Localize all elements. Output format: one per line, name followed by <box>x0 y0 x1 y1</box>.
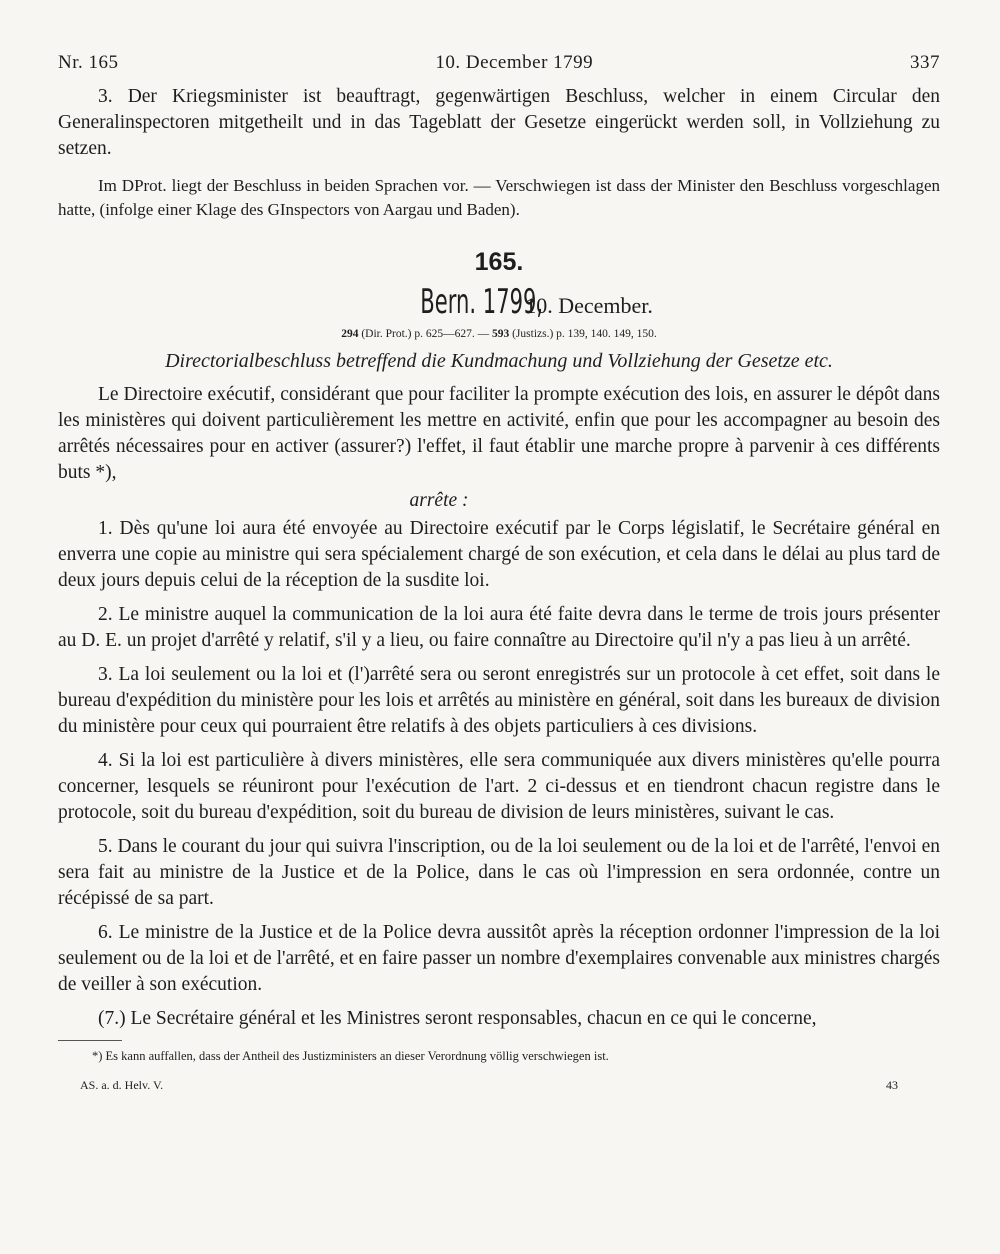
article-2: 2. Le ministre auquel la communication de la loi aura été faite devra dans le terme de trois jours présenter au D. E. un projet d'arrêté y relatif, s'il y a lieu, ou faire connaître au Directoire qu'il n'y a pas lieu à un arrêté. <box>58 604 940 651</box>
page-footer <box>58 1078 940 1093</box>
document-number: Nr. 165 <box>58 52 119 73</box>
arrete-heading: arrête : <box>409 490 469 511</box>
entry-date: 10. December. <box>525 293 653 318</box>
archive-references <box>58 328 940 346</box>
ref-volume-a: 294 <box>341 328 359 340</box>
entry-title: Directorialbeschluss betreffend die Kundmachung und Vollziehung der Gesetze etc. <box>165 350 833 372</box>
intro-paragraph-2: Im DProt. liegt der Beschluss in beiden Sprachen vor. — Verschwiegen ist dass der Minister den Beschluss vorgeschlagen hatte, (infolge einer Klage des GInspectors von Aargau und Baden). <box>58 176 940 219</box>
ref-pages-b: (Justizs.) p. 139, 140. 149, 150. <box>512 328 657 340</box>
entry-place: Bern. 1799, <box>420 282 544 322</box>
article-1: 1. Dès qu'une loi aura été envoyée au Directoire exécutif par le Corps législatif, le Secrétaire général en enverra une copie au ministre qui sera spécialement chargé de son exécution, et cela dans le délai au plus tard de deux jours depuis celui de la réception de la susdite loi. <box>58 518 940 591</box>
page-number: 337 <box>910 52 940 73</box>
footnote-rule <box>58 1040 122 1041</box>
footnote: *) Es kann auffallen, dass der Antheil des Justizministers an dieser Verordnung völlig verschwiegen ist. <box>92 1049 609 1063</box>
entry-number: 165. <box>474 248 524 276</box>
ref-pages-a: (Dir. Prot.) p. 625—627. — <box>361 328 490 340</box>
sheet-number: 43 <box>886 1078 898 1092</box>
header-date: 10. December 1799 <box>435 52 594 73</box>
intro-paragraph-1: 3. Der Kriegsminister ist beauftragt, gegenwärtigen Beschluss, welcher in einem Circular den Generalinspectoren mitgetheilt und in das Tageblatt der Gesetze eingerückt werden soll, in Vollziehung zu setzen. <box>58 86 940 159</box>
preamble: Le Directoire exécutif, considérant que pour faciliter la prompte exécution des lois, en assurer le dépôt dans les ministères qui doivent particulièrement les mettre en activité, enfin que pour les accompagner au besoin des arrêtés nécessaires pour en activer (assurer?) l'effet, il faut établir une marche propre à parvenir à ces différents buts *), <box>58 384 940 483</box>
article-4: 4. Si la loi est particulière à divers ministères, elle sera communiquée aux divers ministères qu'elle pourra concerner, lesquels se réuniront pour l'exécution de l'art. 2 ci-dessus et en tiendront chacun registre dans le protocole, soit du bureau d'expédition, soit du bureau de division de leurs ministères, suivant le cas. <box>58 750 940 823</box>
ref-volume-b: 593 <box>491 328 510 340</box>
entry-place-date <box>58 282 940 324</box>
article-3: 3. La loi seulement ou la loi et (l')arrêté sera ou seront enregistrés sur un protocole à cet effet, soit dans le bureau d'expédition du ministère pour les lois et arrêtés au ministère en général, soit dans les bureaux de division du ministère pour ceux qui pourraient être relatifs à des objets particuliers à ces divisions. <box>58 664 940 737</box>
signature-mark: AS. a. d. Helv. V. <box>80 1078 164 1092</box>
page-header <box>58 52 940 84</box>
document-page <box>58 52 940 1093</box>
article-5: 5. Dans le courant du jour qui suivra l'inscription, ou de la loi seulement ou de la loi et de l'arrêté, l'envoi en sera fait au ministre de la Justice et de la Police, dans le cas où l'impression en sera ordonnée, contre un récépissé de sa part. <box>58 836 940 909</box>
article-7: (7.) Le Secrétaire général et les Ministres seront responsables, chacun en ce qui le concerne, <box>98 1008 817 1029</box>
article-6: 6. Le ministre de la Justice et de la Police devra aussitôt après la réception ordonner l'impression de la loi seulement ou de la loi et de l'arrêté, et en faire passer un nombre d'exemplaires convenable aux ministres chargés de veiller à son exécution. <box>58 922 940 995</box>
